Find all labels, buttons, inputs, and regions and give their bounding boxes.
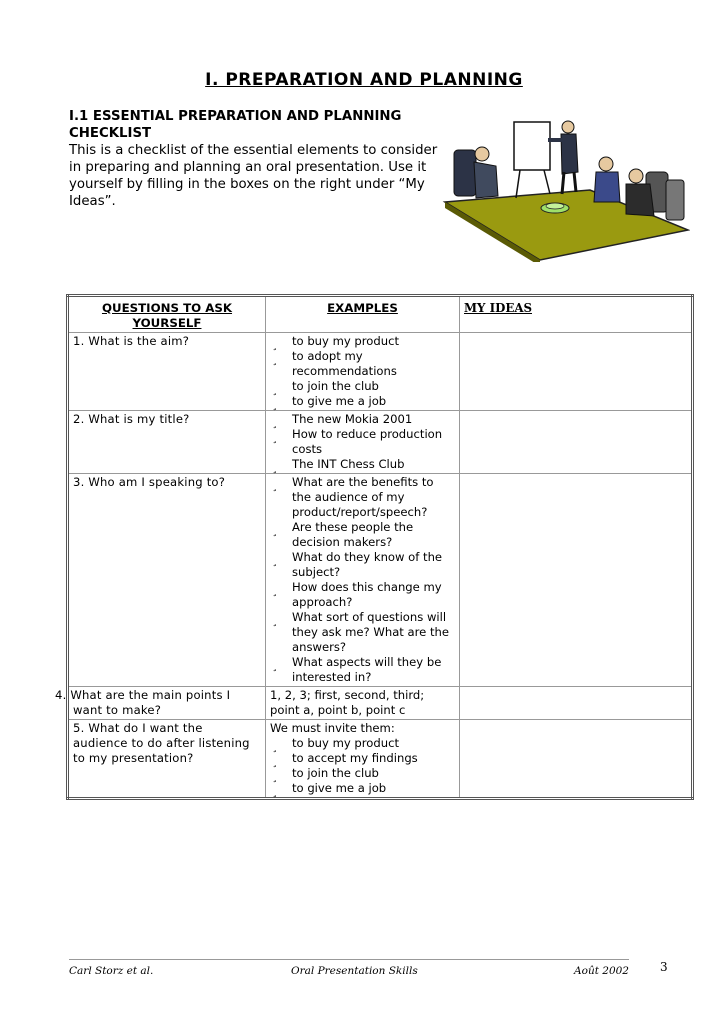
example-item: ¸ The new Mokia 2001: [270, 412, 455, 427]
section-title: I. PREPARATION AND PLANNING: [205, 70, 523, 90]
my-ideas-cell[interactable]: [460, 687, 693, 720]
checklist-heading: I.1 ESSENTIAL PREPARATION AND PLANNING CHECKLIST: [69, 109, 402, 141]
examples-cell: [266, 333, 460, 411]
example-item: ¸ to accept my findings: [270, 751, 455, 766]
example-item: ¸ How to reduce production costs: [270, 427, 455, 457]
my-ideas-cell[interactable]: [460, 411, 693, 474]
footer-date: Août 2002: [574, 965, 629, 977]
example-item: ¸ to adopt my recommendations: [270, 349, 455, 379]
example-item: ¸ What are the benefits to the audience of my product/report/speech?: [270, 475, 455, 520]
checklist-table: [55, 294, 694, 800]
header-examples: EXAMPLES: [266, 296, 460, 333]
table-row: [68, 333, 693, 411]
examples-cell: [266, 411, 460, 474]
page-footer: [69, 959, 629, 977]
example-item: ¸ to give me a job: [270, 781, 455, 796]
footer-authors: Carl Storz et al.: [69, 965, 154, 977]
example-item: ¸ What aspects will they be interested in?: [270, 655, 455, 685]
example-item: ¸ to join the club: [270, 766, 455, 781]
meeting-presentation-clipart: [440, 112, 690, 262]
intro-block: [69, 108, 439, 210]
table-header-row: [68, 296, 693, 333]
example-item: ¸ to join the club: [270, 379, 455, 394]
my-ideas-cell[interactable]: [460, 720, 693, 799]
example-item: ¸ What do they know of the subject?: [270, 550, 455, 580]
question-cell: 4. What are the main points I want to make?: [68, 687, 266, 720]
my-ideas-cell[interactable]: [460, 474, 693, 687]
page-number: 3: [660, 960, 668, 974]
footer-course: Oral Presentation Skills: [291, 965, 418, 977]
question-cell: 5. What do I want the audience to do after listening to my presentation?: [68, 720, 266, 799]
header-questions: QUESTIONS TO ASK YOURSELF: [68, 296, 266, 333]
example-line: 1, 2, 3; first, second, third;: [270, 688, 425, 702]
table-row: [68, 474, 693, 687]
examples-cell: [266, 687, 460, 720]
intro-text: This is a checklist of the essential elements to consider in preparing and planning an oral presentation. Use it yourself by filling in the boxes on the right under “My Ideas”.: [69, 143, 438, 209]
header-my-ideas: MY IDEAS: [460, 296, 693, 333]
example-intro: We must invite them:: [270, 721, 395, 735]
my-ideas-cell[interactable]: [460, 333, 693, 411]
examples-cell: [266, 720, 460, 799]
example-item: ¸ to buy my product: [270, 736, 455, 751]
example-item: ¸ The INT Chess Club: [270, 457, 455, 472]
examples-cell: [266, 474, 460, 687]
question-cell: 2. What is my title?: [68, 411, 266, 474]
example-line: point a, point b, point c: [270, 703, 406, 717]
table-row: [68, 720, 693, 799]
question-cell: 3. Who am I speaking to?: [68, 474, 266, 687]
question-cell: 1. What is the aim?: [68, 333, 266, 411]
table-row: [68, 411, 693, 474]
example-item: ¸ How does this change my approach?: [270, 580, 455, 610]
example-item: ¸ Are these people the decision makers?: [270, 520, 455, 550]
example-item: ¸ to buy my product: [270, 334, 455, 349]
example-item: ¸ What sort of questions will they ask me? What are the answers?: [270, 610, 455, 655]
table-row: [68, 687, 693, 720]
example-item: ¸ to give me a job: [270, 394, 455, 409]
